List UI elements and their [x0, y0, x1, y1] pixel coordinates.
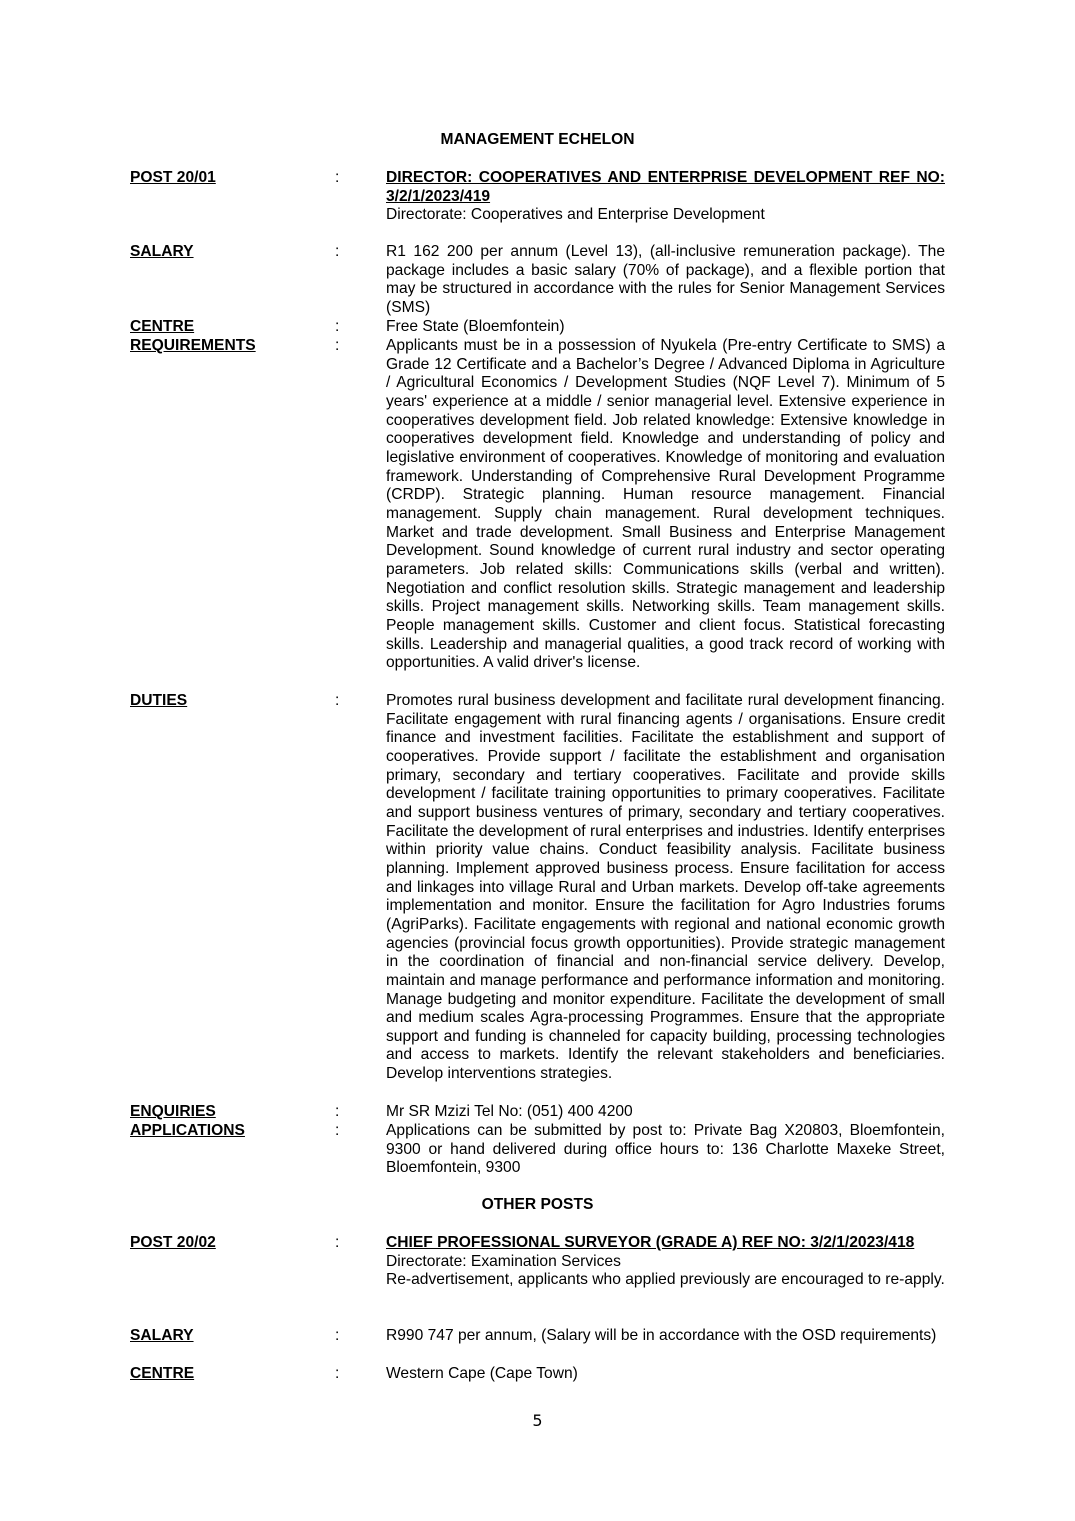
page-number: 5	[532, 1411, 543, 1430]
centre-label: CENTRE	[130, 1365, 195, 1382]
centre-label: CENTRE	[130, 318, 195, 335]
separator: :	[335, 692, 340, 709]
applications-value: Applications can be submitted by post to: Private Bag X20803, Bloemfontein, 9300 or hand delivered during office hours to: 136 Charlotte Maxeke Street, Bloemfontein, 9300	[386, 1122, 945, 1177]
separator: :	[335, 243, 340, 260]
section-heading-other: OTHER POSTS	[481, 1196, 594, 1213]
post2-title: CHIEF PROFESSIONAL SURVEYOR (GRADE A) REF NO: 3/2/1/2023/418	[386, 1234, 915, 1251]
centre-value: Western Cape (Cape Town)	[386, 1365, 578, 1382]
salary-label: SALARY	[130, 1327, 194, 1344]
requirements-value: Applicants must be in a possession of Nyukela (Pre-entry Certificate to SMS) a Grade 12 Certificate and a Bachelor’s Degree / Advanced Diploma in Agriculture / Agricultural Economics / Development Studies (NQF Level 7). Minimum of 5 years' experience at a middle / senior managerial level. Extensive experience in cooperatives development field. Job related knowledge: Extensive knowledge in cooperatives development field. Knowledge and understanding of policy and legislative environment of cooperatives. Knowledge of monitoring and evaluation framework. Understanding of Comprehensive Rural Development Programme (CRDP). Strategic planning. Human resource management. Financial management. Supply chain management. Rural development techniques. Market and trade development. Small Business and Enterprise Management Development. Sound knowledge of current rural industry and sector operating parameters. Job related skills: Communications skills (verbal and written). Negotiation and conflict resolution skills. Strategic management and leadership skills. Project management skills. Networking skills. Team management skills. People management skills. Customer and client focus. Statistical forecasting skills. Leadership and managerial qualities, a good track record of working with opportunities. A valid driver's license.	[386, 337, 945, 672]
post1-label: POST 20/01	[130, 169, 216, 186]
separator: :	[335, 337, 340, 354]
duties-value: Promotes rural business development and facilitate rural development financing. Facilitate engagement with rural financing agents / organisations. Ensure credit finance and investment facilities. Facilitate the establishment and support of cooperatives. Provide support / facilitate the establishment and organisation primary, secondary and tertiary cooperatives. Facilitate and provide skills development / facilitate training opportunities to primary cooperatives. Facilitate and support business ventures of primary, secondary and tertiary cooperatives. Facilitate the development of rural enterprises and industries. Identify enterprises within priority value chains. Conduct feasibility analysis. Facilitate business planning. Implement approved business process. Ensure facilitation for access and linkages into village Rural and Urban markets. Develop off-take agreements implementation and monitor. Ensure the facilitation for Agro Industries forums (AgriParks). Facilitate engagements with regional and national economic growth agencies (provincial focus growth opportunities). Provide strategic management in the coordination of financial and non-financial service delivery. Develop, maintain and manage performance and performance information and monitoring. Manage budgeting and monitor expenditure. Facilitate the development of small and medium scales Agra-processing Programmes. Ensure that the appropriate support and funding is channeled for capacity building, processing technologies and access to markets. Identify the relevant stakeholders and beneficiaries. Develop interventions strategies.	[386, 692, 945, 1083]
separator: :	[335, 318, 340, 335]
separator: :	[335, 1103, 340, 1120]
centre-value: Free State (Bloemfontein)	[386, 318, 565, 335]
post1-title: DIRECTOR: COOPERATIVES AND ENTERPRISE DEVELOPMENT REF NO: 3/2/1/2023/419	[386, 169, 945, 205]
requirements-label: REQUIREMENTS	[130, 337, 256, 354]
post2-content	[386, 1234, 945, 1290]
separator: :	[335, 1234, 340, 1251]
salary-value: R990 747 per annum, (Salary will be in accordance with the OSD requirements)	[386, 1327, 937, 1344]
post2-directorate: Directorate: Examination Services	[386, 1252, 621, 1270]
separator: :	[335, 1122, 340, 1139]
post2-label: POST 20/02	[130, 1234, 216, 1251]
salary-label: SALARY	[130, 243, 194, 260]
post2-note: Re-advertisement, applicants who applied previously are encouraged to re-apply.	[386, 1271, 945, 1289]
salary-value: R1 162 200 per annum (Level 13), (all-inclusive remuneration package). The package includes a basic salary (70% of package), and a flexible portion that may be structured in accordance with the rules for Senior Management Services (SMS)	[386, 243, 945, 316]
separator: :	[335, 1365, 340, 1382]
post1-content	[386, 169, 945, 225]
separator: :	[335, 1327, 340, 1344]
separator: :	[335, 169, 340, 186]
post1-directorate: Directorate: Cooperatives and Enterprise Development	[386, 206, 765, 224]
enquiries-value: Mr SR Mzizi Tel No: (051) 400 4200	[386, 1103, 633, 1120]
duties-label: DUTIES	[130, 692, 188, 709]
section-heading-management: MANAGEMENT ECHELON	[440, 131, 635, 148]
applications-label: APPLICATIONS	[130, 1122, 245, 1139]
enquiries-label: ENQUIRIES	[130, 1103, 216, 1120]
